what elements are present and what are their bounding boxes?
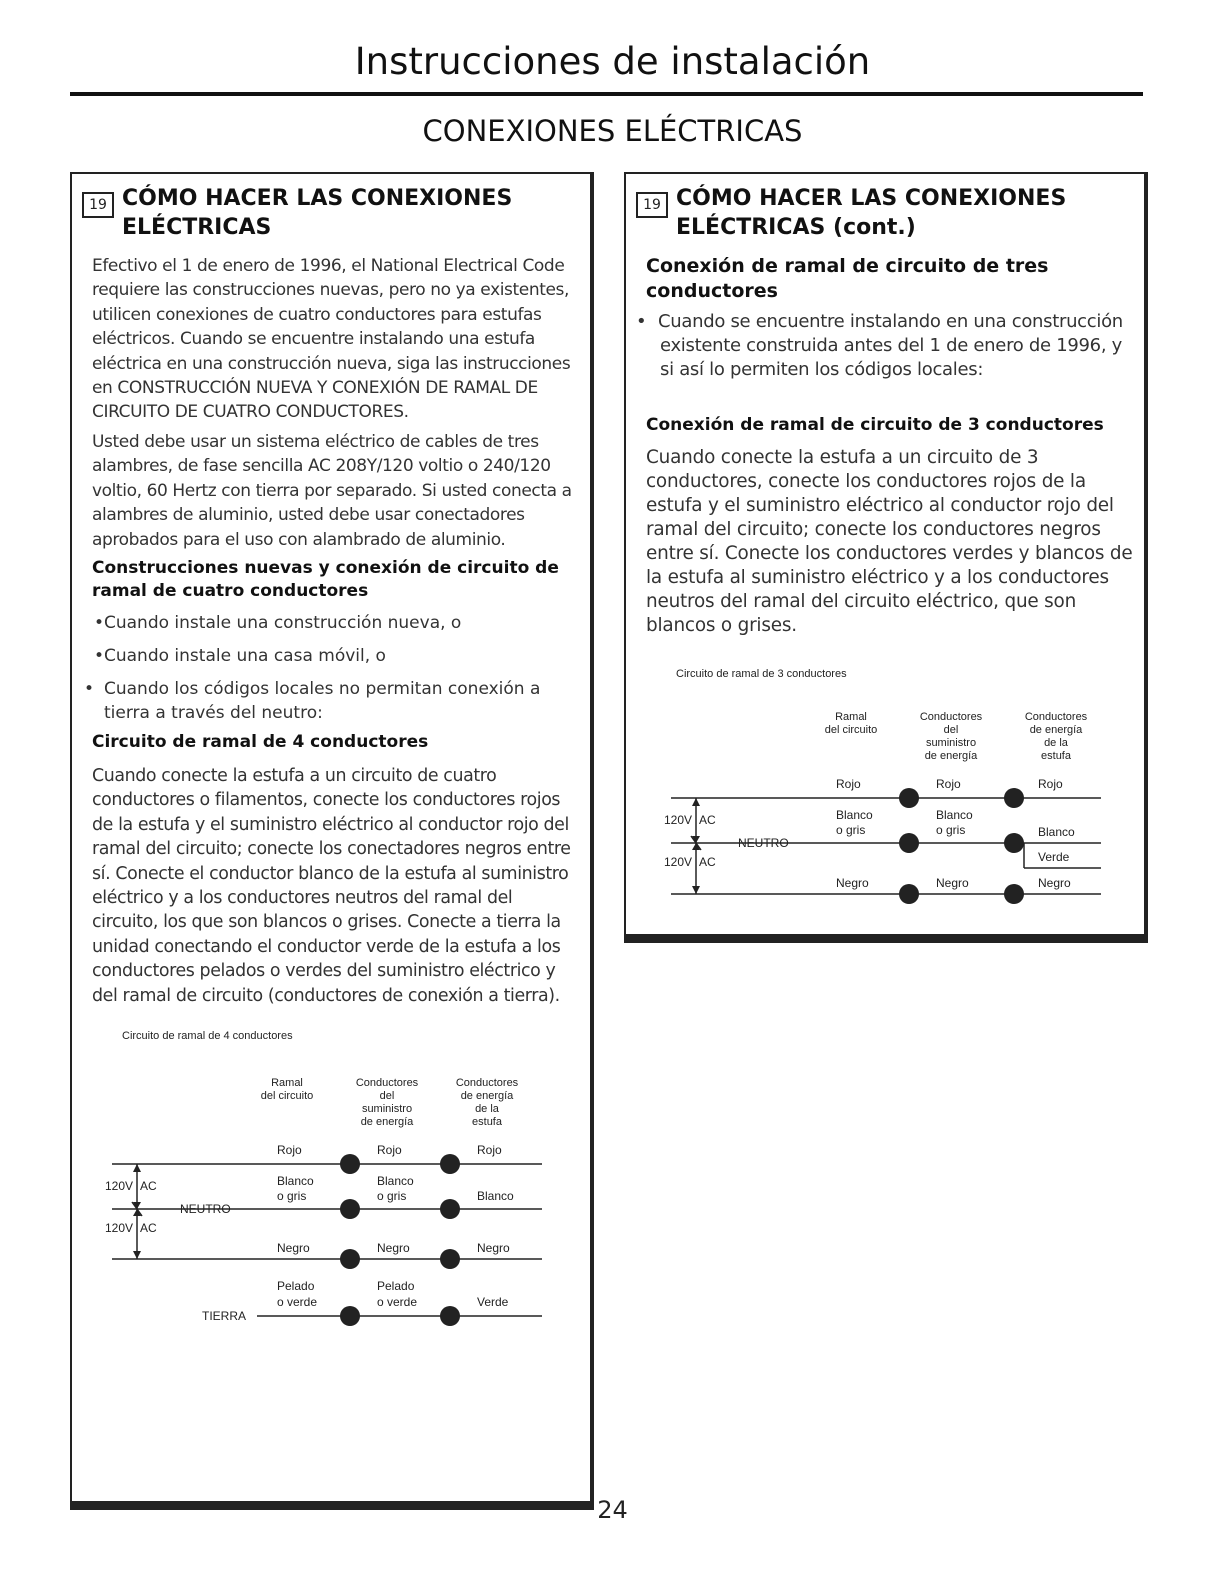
panel-heading xyxy=(122,184,582,242)
four-conductor-diagram xyxy=(92,1024,572,1354)
column-header: del xyxy=(379,1090,395,1102)
wire-label: Blanco xyxy=(1038,825,1075,839)
subheading-3-conductor-circuit: Conexión de ramal de circuito de 3 conductores xyxy=(646,415,1104,435)
wire-nut xyxy=(440,1306,460,1326)
wire-label: Negro xyxy=(277,1241,310,1255)
wire-nut xyxy=(440,1154,460,1174)
subheading-new-construction: Construcciones nuevas y conexión de circuito de ramal de cuatro conductores xyxy=(92,558,559,601)
panel-heading-line1: CÓMO HACER LAS CONEXIONES xyxy=(122,186,513,211)
diagram-caption: Circuito de ramal de 3 conductores xyxy=(676,668,847,680)
wire-nut xyxy=(1004,788,1024,808)
wire-nut xyxy=(1004,833,1024,853)
neutro-label: NEUTRO xyxy=(180,1202,231,1216)
diagram-caption: Circuito de ramal de 4 conductores xyxy=(122,1030,293,1042)
column-header: estufa xyxy=(1041,750,1071,762)
column-header: Conductores xyxy=(1024,711,1088,723)
subheading-3-conductor: Conexión de ramal de circuito de tres conductores xyxy=(646,255,1049,302)
column-header: Ramal xyxy=(835,711,867,723)
wire-label: Pelado xyxy=(277,1279,315,1293)
voltage-label: AC xyxy=(140,1179,157,1193)
wire-nut xyxy=(899,788,919,808)
wire-nut xyxy=(899,884,919,904)
step-badge: 19 xyxy=(82,192,114,218)
wire-label: Rojo xyxy=(1038,777,1063,791)
column-header: del xyxy=(943,724,959,736)
wire-nut xyxy=(440,1199,460,1219)
step-badge: 19 xyxy=(636,192,668,218)
wire-label: Negro xyxy=(477,1241,510,1255)
wire-label: Rojo xyxy=(377,1143,402,1157)
wire-label: Negro xyxy=(377,1241,410,1255)
voltage-label: AC xyxy=(140,1221,157,1235)
wire-nut xyxy=(340,1306,360,1326)
column-header: Ramal xyxy=(271,1077,303,1089)
wire-nut xyxy=(340,1154,360,1174)
column-header: del circuito xyxy=(260,1090,314,1102)
column-header: Conductores xyxy=(455,1077,519,1089)
column-header: Conductores xyxy=(919,711,983,723)
page-number: 24 xyxy=(597,1496,628,1524)
column-header: estufa xyxy=(472,1116,502,1128)
wire-label: o gris xyxy=(936,823,966,837)
wire-label: Pelado xyxy=(377,1279,415,1293)
voltage-label: 120V xyxy=(664,813,693,827)
column-header: de energía xyxy=(360,1116,414,1128)
bullet-item: • Cuando los códigos locales no permitan conexión a tierra a través del neutro: xyxy=(84,679,541,723)
wire-label: Blanco xyxy=(836,808,873,822)
wire-label: o verde xyxy=(277,1295,318,1309)
wire-label: Negro xyxy=(1038,876,1071,890)
column-header: del circuito xyxy=(824,724,878,736)
wire-label: Verde xyxy=(1038,850,1070,864)
panel-heading-line2: ELÉCTRICAS (cont.) xyxy=(676,215,916,240)
column-header: suministro xyxy=(925,737,977,749)
three-conductor-diagram xyxy=(646,662,1126,922)
column-header: de energía xyxy=(924,750,978,762)
column-header: de energía xyxy=(1029,724,1083,736)
panel-heading-line1: CÓMO HACER LAS CONEXIONES xyxy=(676,186,1067,211)
wire-label: Blanco xyxy=(277,1174,314,1188)
wire-nut xyxy=(899,833,919,853)
section-title: CONEXIONES ELÉCTRICAS xyxy=(422,114,803,148)
neutro-label: NEUTRO xyxy=(738,836,789,850)
voltage-label: 120V xyxy=(105,1179,134,1193)
column-header: Conductores xyxy=(355,1077,419,1089)
column-header: de la xyxy=(1044,737,1068,749)
wire-label: Negro xyxy=(836,876,869,890)
intro-paragraph: Efectivo el 1 de enero de 1996, el National Electrical Code requiere las construcciones nuevas, pero no ya existentes, utilicen conexiones de cuatro conductores para estufas eléctricos. Cuando se encuentre instalando una estufa eléctrica en una construcción nueva, siga las instrucciones en CONSTRUCCIÓN NUEVA Y CONEXIÓN DE RAMAL DE CIRCUITO DE CUATRO CONDUCTORES. xyxy=(92,256,571,423)
wire-label: o verde xyxy=(377,1295,418,1309)
voltage-label: AC xyxy=(699,855,716,869)
right-panel xyxy=(624,172,1148,943)
three-conductor-paragraph: Cuando conecte la estufa a un circuito de 3 conductores, conecte los conductores rojos de la estufa y el suministro eléctrico al conductor rojo del ramal del circuito; conecte los conductores negros entre sí. Conecte los conductores verdes y blancos de la estufa al suministro eléctrico y a los conductores neutros del ramal del circuito eléctrico, que son blancos o grises. xyxy=(646,447,1133,636)
column-header: de la xyxy=(475,1103,499,1115)
wire-label: Blanco xyxy=(477,1189,514,1203)
voltage-label: AC xyxy=(699,813,716,827)
tierra-label: TIERRA xyxy=(202,1309,247,1323)
left-panel xyxy=(70,172,594,1510)
wire-nut xyxy=(440,1249,460,1269)
wire-label: o gris xyxy=(277,1189,307,1203)
column-header: de energía xyxy=(460,1090,514,1102)
wire-nut xyxy=(340,1249,360,1269)
column-header: suministro xyxy=(361,1103,413,1115)
bullet-item: • Cuando se encuentre instalando en una construcción existente construida antes del 1 de enero de 1996, y si así lo permiten los códigos locales: xyxy=(636,311,1123,380)
wire-label: Rojo xyxy=(936,777,961,791)
wire-label: o gris xyxy=(377,1189,407,1203)
title-rule xyxy=(70,92,1143,96)
wire-label: Rojo xyxy=(836,777,861,791)
subheading-4-conductor: Circuito de ramal de 4 conductores xyxy=(92,732,429,752)
page-title: Instrucciones de instalación xyxy=(354,40,871,83)
four-conductor-paragraph: Cuando conecte la estufa a un circuito de cuatro conductores o filamentos, conecte los conductores rojos de la estufa y el suministro eléctrico al conductor rojo del ramal del circuito; conecte los conectadores negros entre sí. Conecte el conductor blanco de la estufa al suministro eléctrico y a los conductores neutros del ramal del circuito, los que son blancos o grises. Conecte a tierra la unidad conectando el conductor verde de la estufa a los conductores pelados o verdes del suministro eléctrico y del ramal de circuito (conductores de conexión a tierra). xyxy=(92,766,571,1006)
wire-label: o gris xyxy=(836,823,866,837)
wire-nut xyxy=(1004,884,1024,904)
voltage-label: 120V xyxy=(664,855,693,869)
bullet-item: •Cuando instale una casa móvil, o xyxy=(94,646,386,666)
wire-nut xyxy=(340,1199,360,1219)
wire-label: Rojo xyxy=(277,1143,302,1157)
wire-label: Negro xyxy=(936,876,969,890)
wire-label: Blanco xyxy=(377,1174,414,1188)
voltage-label: 120V xyxy=(105,1221,134,1235)
wire-label: Blanco xyxy=(936,808,973,822)
wire-label: Verde xyxy=(477,1295,509,1309)
panel-heading xyxy=(676,184,1136,242)
wire-label: Rojo xyxy=(477,1143,502,1157)
requirements-paragraph: Usted debe usar un sistema eléctrico de cables de tres alambres, de fase sencilla AC 208Y/120 voltio o 240/120 voltio, 60 Hertz con tierra por separado. Si usted conecta a alambres de aluminio, usted debe usar conectadores aprobados para el uso con alambrado de aluminio. xyxy=(92,432,572,550)
bullet-item: •Cuando instale una construcción nueva, o xyxy=(94,613,462,633)
panel-heading-line2: ELÉCTRICAS xyxy=(122,215,272,240)
